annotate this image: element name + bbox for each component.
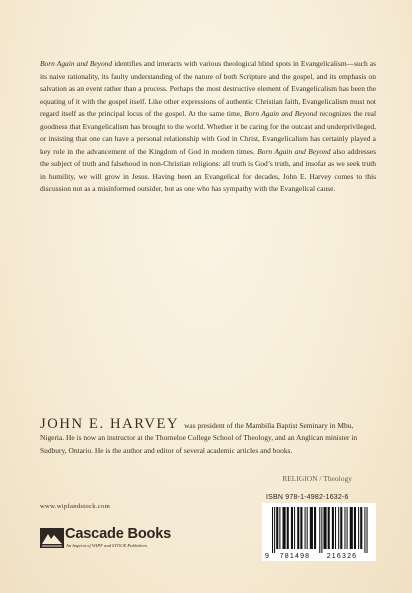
barcode-bar [279, 507, 280, 549]
author-bio-text: was president of the Mambilla Baptist Seminary in Mbu, Nigeria. He is now an instructor at the Thorneloe College School of Theology, and an Anglican minister in Sudbury, Ontario. He is the author and editor of several academic articles and books. [40, 421, 358, 455]
blurb-text-3: also addresses the subject of truth and falsehood in non-Christian religions: all truth is God’s truth, and insofar as we seek truth in humility, we will grow in Jesus. Having been an Evangelical for decades, John E. Harvey comes to this discussion not as a misinformed outsider, but as one who has sympathy with the Evangelical cause. [40, 146, 376, 194]
barcode-icon [262, 503, 376, 561]
isbn-barcode [262, 503, 376, 561]
blurb-text-1: identifies and interacts with various theological blind spots in Evangelicalism—such as its naive rationality, its faulty understanding of the nature of both Scripture and the gospel, and its emphasis on salvation as an event rather than a process. Perhaps the most destructive element of Evangelicalism has been the equating of it with the gospel itself. Like other expressions of authentic Christian faith, Evangelicalism must not regard itself as the principal locus of the gospel. At the same time, [40, 59, 376, 119]
book-title-italic: Born Again and Beyond [40, 59, 113, 68]
category-label: RELIGION / Theology [282, 474, 352, 483]
blurb-text-2: recognizes the real goodness that Evangelicalism has brought to the world. Whether it be caring for the outcast and underprivileged, or insisting that one can have a personal relationship with God in Christ, Evangelicalism has certainly played a key role in the advancement of the Kingdom of God in modern times. [40, 109, 377, 156]
barcode-bar [310, 507, 313, 549]
barcode-bar [344, 507, 345, 549]
barcode-bar [276, 507, 278, 549]
barcode-bar [305, 507, 306, 549]
publisher-subtitle: An Imprint of WIPF and STOCK Publishers [66, 543, 148, 548]
publisher-name: Cascade Books [65, 526, 172, 542]
author-name: JOHN E. HARVEY [40, 416, 180, 432]
barcode-bar [272, 507, 273, 553]
author-bio [40, 418, 376, 457]
book-title-italic: Born Again and Beyond [244, 109, 318, 119]
barcode-bar [323, 507, 326, 549]
back-cover-blurb [40, 58, 376, 196]
barcode-bar [297, 507, 299, 549]
barcode-bar [307, 507, 308, 549]
barcode-digits-left: 781498 [279, 553, 311, 560]
barcode-bar [354, 507, 356, 549]
barcode-bar [294, 507, 295, 549]
barcode-bar [338, 507, 339, 549]
cascade-logo-icon [40, 528, 64, 548]
barcode-bar [283, 507, 286, 549]
publisher-block [40, 526, 220, 554]
barcode-bar [360, 507, 362, 549]
barcode-bar [350, 507, 353, 549]
barcode-bar [314, 507, 316, 549]
barcode-bar [332, 507, 334, 549]
barcode-digit-first: 9 [265, 553, 269, 560]
barcode-bar [274, 507, 275, 553]
barcode-bar [328, 507, 330, 549]
barcode-bar [367, 507, 368, 553]
barcode-bar [321, 507, 322, 553]
book-title-italic: Born Again and Beyond [257, 146, 331, 156]
barcode-bar [291, 507, 293, 549]
barcode-digits-right: 216326 [326, 553, 358, 560]
barcode-bar [300, 507, 302, 549]
barcode-bar [364, 507, 365, 553]
barcode-bar [347, 507, 348, 549]
barcode-bar [287, 507, 289, 549]
publisher-website: www.wipfandstock.com [40, 503, 111, 510]
barcode-bar [358, 507, 359, 549]
barcode-bar [319, 507, 320, 553]
barcode-bar [335, 507, 336, 549]
barcode-bar [340, 507, 342, 549]
isbn-label: ISBN 978-1-4982-1632-6 [266, 494, 349, 501]
